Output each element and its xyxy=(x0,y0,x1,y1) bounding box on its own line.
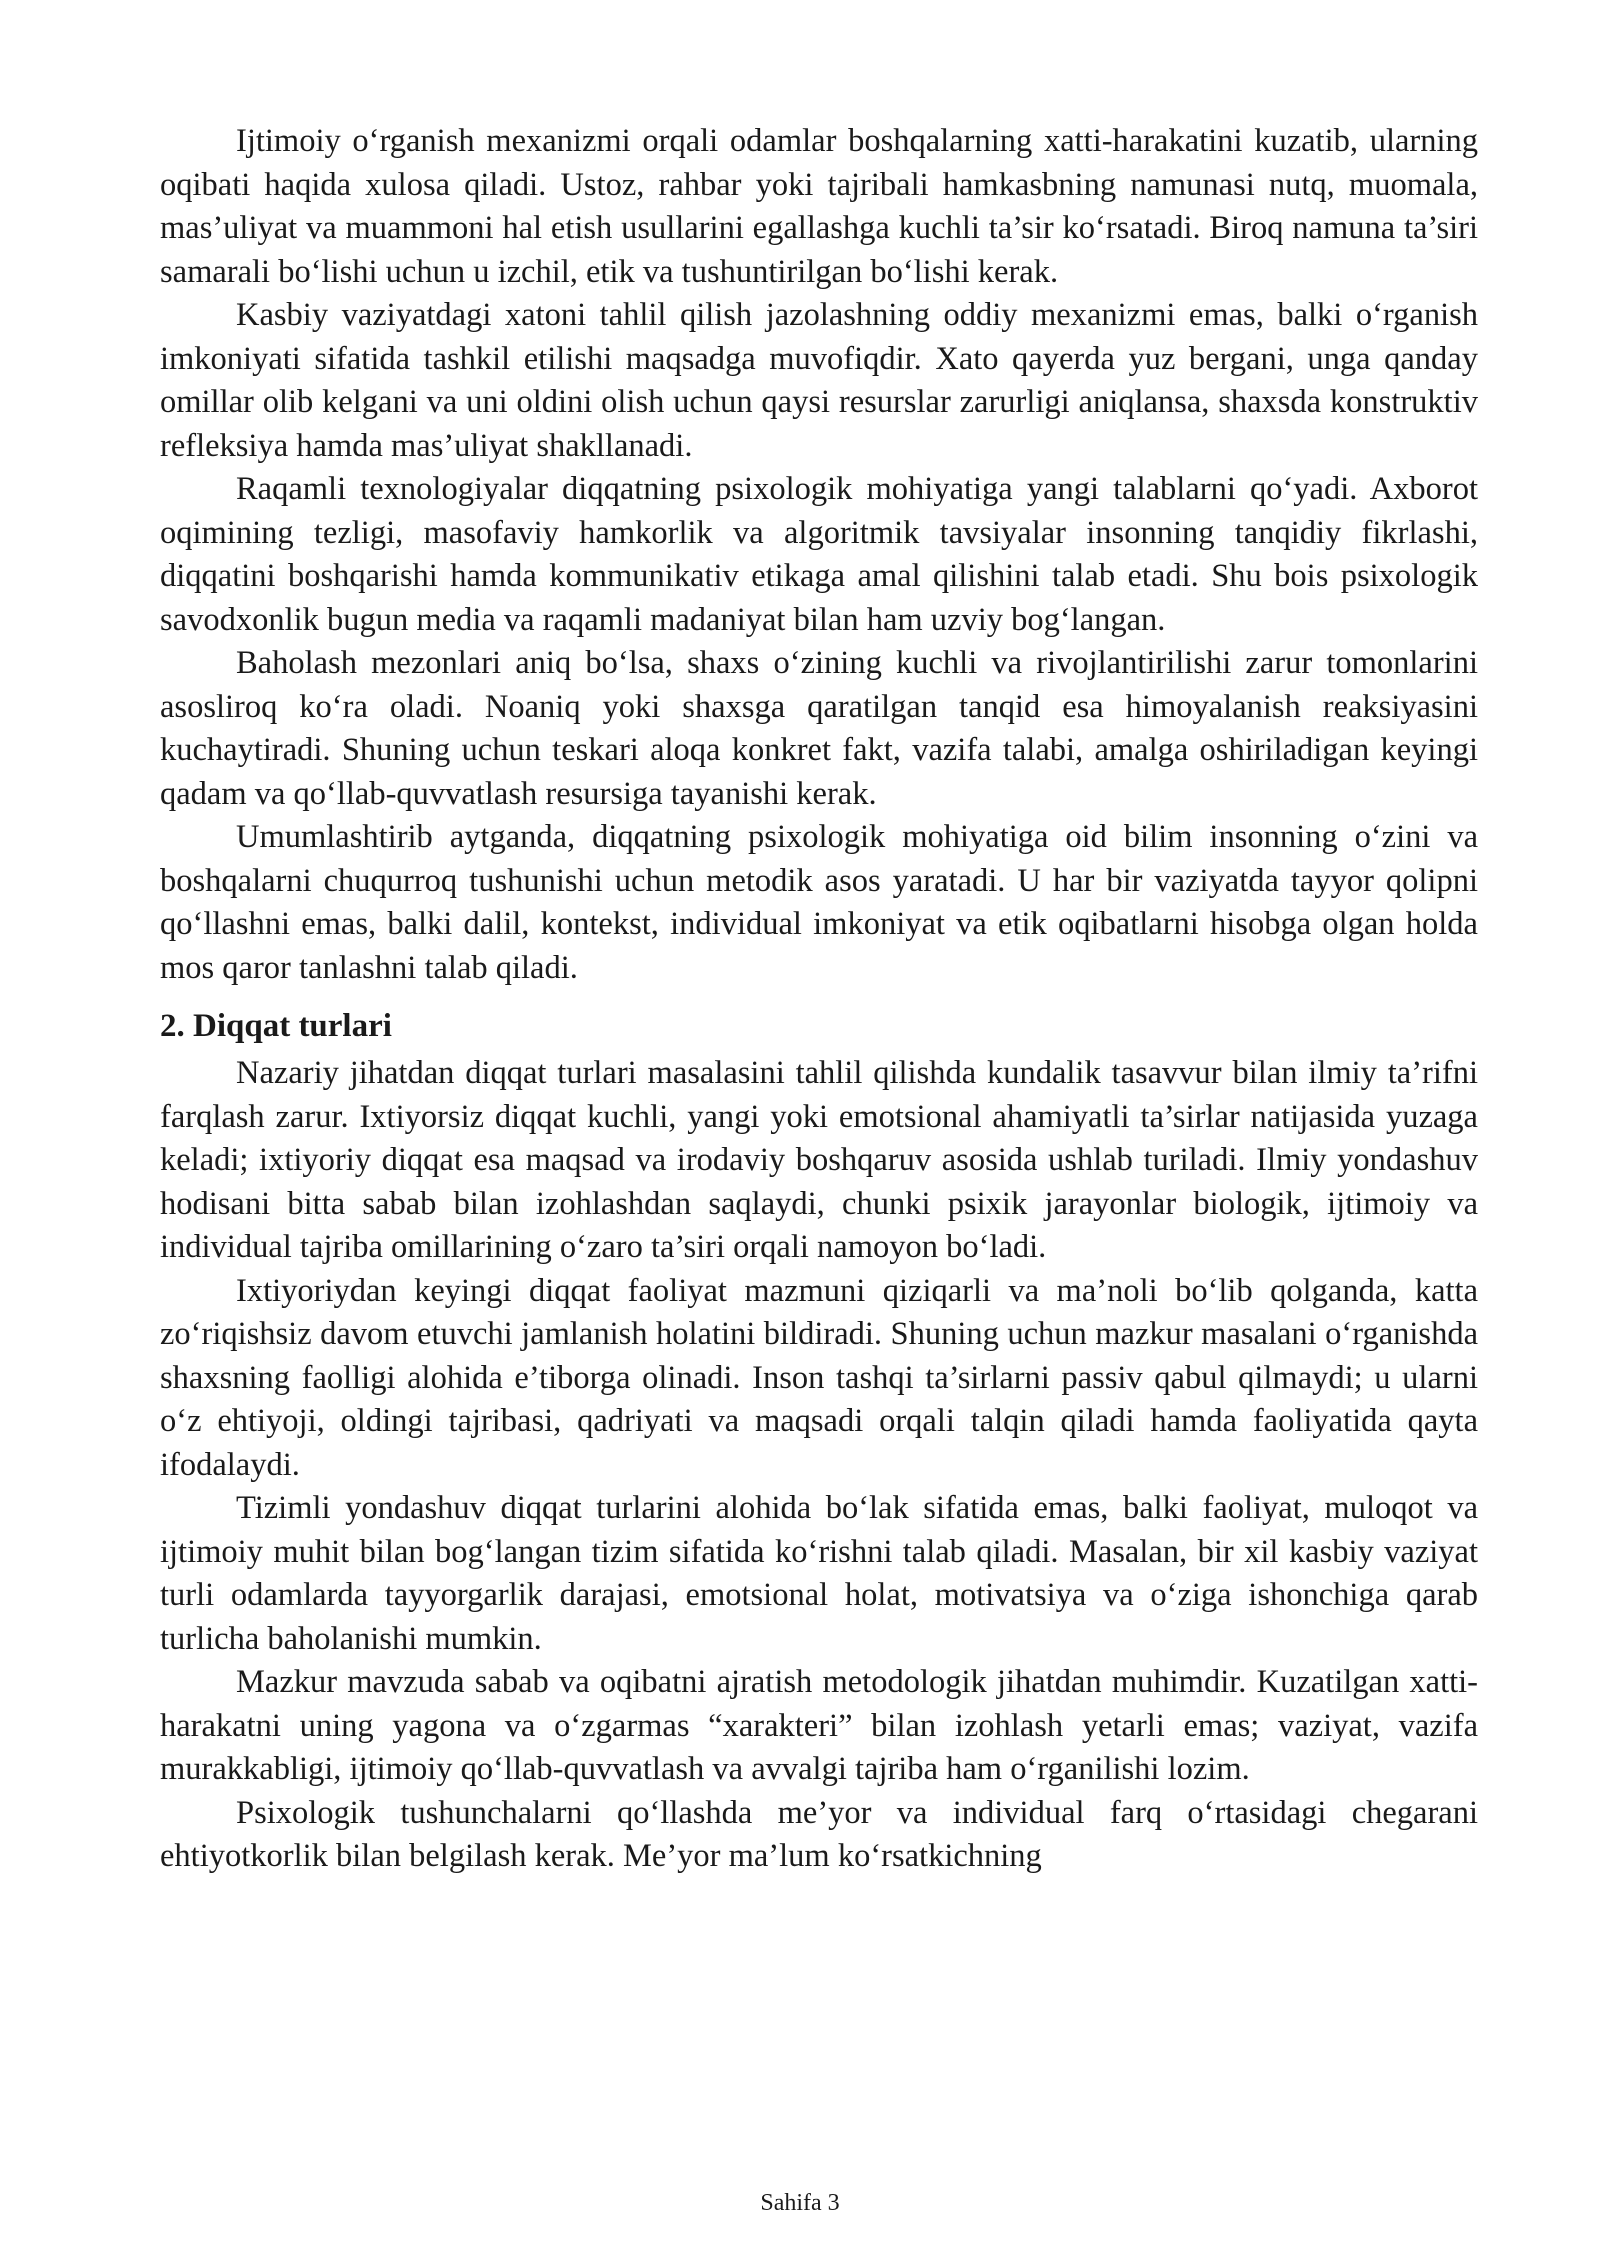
paragraph-social-learning: Ijtimoiy o‘rganish mexanizmi orqali odamlar boshqalarning xatti-harakatini kuzatib, ularning oqibati haqida xulosa qiladi. Ustoz, rahbar yoki tajribali hamkasbning namunasi nutq, muomala, mas’uliyat va muammoni hal etish usullarini egallashga kuchli ta’sir ko‘rsatadi. Biroq namuna ta’siri samarali bo‘lishi uchun u izchil, etik va tushuntirilgan bo‘lishi kerak. xyxy=(160,123,1478,290)
paragraph-norm-and-difference: Psixologik tushunchalarni qo‘llashda me’yor va individual farq o‘rtasidagi chegarani ehtiyotkorlik bilan belgilash kerak. Me’yor ma’lum ko‘rsatkichning xyxy=(160,1794,1478,1874)
paragraph-attention-types-theory: Nazariy jihatdan diqqat turlari masalasini tahlil qilishda kundalik tasavvur bilan ilmiy ta’rifni farqlash zarur. Ixtiyorsiz diqqat kuchli, yangi yoki emotsional ahamiyatli ta’sirlar natijasida yuzaga keladi; ixtiyoriy diqqat esa maqsad va irodaviy boshqaruv asosida ushlab turiladi. Ilmiy yondashuv hodisani bitta sabab bilan izohlashdan saqlaydi, chunki psixik jarayonlar biologik, ijtimoiy va individual tajriba omillarining o‘zaro ta’siri orqali namoyon bo‘ladi. xyxy=(160,1055,1478,1265)
section-heading: 2. Diqqat turlari xyxy=(160,1008,392,1044)
paragraph-systemic-approach: Tizimli yondashuv diqqat turlarini alohida bo‘lak sifatida emas, balki faoliyat, muloqot va ijtimoiy muhit bilan bog‘langan tizim sifatida ko‘rishni talab qiladi. Masalan, bir xil kasbiy vaziyat turli odamlarda tayyorgarlik darajasi, emotsional holat, motivatsiya va o‘ziga ishonchiga qarab turlicha baholanishi mumkin. xyxy=(160,1490,1478,1657)
paragraph-assessment-criteria: Baholash mezonlari aniq bo‘lsa, shaxs o‘zining kuchli va rivojlantirilishi zarur tomonlarini asosliroq ko‘ra oladi. Noaniq yoki shaxsga qaratilgan tanqid esa himoyalanish reaksiyasini kuchaytiradi. Shuning uchun teskari aloqa konkret fakt, vazifa talabi, amalga oshiriladigan keyingi qadam va qo‘llab-quvvatlash resursiga tayanishi kerak. xyxy=(160,645,1478,812)
paragraph-summary: Umumlashtirib aytganda, diqqatning psixologik mohiyatiga oid bilim insonning o‘zini va boshqalarni chuqurroq tushunishi uchun metodik asos yaratadi. U har bir vaziyatda tayyor qolipni qo‘llashni emas, balki dalil, kontekst, individual imkoniyat va etik oqibatlarni hisobga olgan holda mos qaror tanlashni talab qiladi. xyxy=(160,819,1478,986)
paragraph-post-voluntary-attention: Ixtiyoriydan keyingi diqqat faoliyat mazmuni qiziqarli va ma’noli bo‘lib qolganda, katta zo‘riqishsiz davom etuvchi jamlanish holatini bildiradi. Shuning uchun mazkur masalani o‘rganishda shaxsning faolligi alohida e’tiborga olinadi. Inson tashqi ta’sirlarni passiv qabul qilmaydi; u ularni o‘z ehtiyoji, oldingi tajribasi, qadriyati va maqsadi orqali talqin qiladi hamda faoliyatida qayta ifodalaydi. xyxy=(160,1272,1478,1483)
page-number: Sahifa 3 xyxy=(760,2190,840,2216)
paragraph-digital-technologies: Raqamli texnologiyalar diqqatning psixologik mohiyatiga yangi talablarni qo‘yadi. Axborot oqimining tezligi, masofaviy hamkorlik va algoritmik tavsiyalar insonning tanqidiy fikrlashi, diqqatini boshqarishi hamda kommunikativ etikaga amal qilishini talab etadi. Shu bois psixologik savodxonlik bugun media va raqamli madaniyat bilan ham uzviy bog‘langan. xyxy=(160,471,1478,638)
paragraph-error-analysis: Kasbiy vaziyatdagi xatoni tahlil qilish jazolashning oddiy mexanizmi emas, balki o‘rganish imkoniyati sifatida tashkil etilishi maqsadga muvofiqdir. Xato qayerda yuz bergani, unga qanday omillar olib kelgani va uni oldini olish uchun qaysi resurslar zarurligi aniqlansa, shaxsda konstruktiv refleksiya hamda mas’uliyat shakllanadi. xyxy=(160,297,1478,464)
paragraph-cause-and-effect: Mazkur mavzuda sabab va oqibatni ajratish metodologik jihatdan muhimdir. Kuzatilgan xatti-harakatni uning yagona va o‘zgarmas “xarakteri” bilan izohlash yetarli emas; vaziyat, vazifa murakkabligi, ijtimoiy qo‘llab-quvvatlash va avvalgi tajriba ham o‘rganilishi lozim. xyxy=(160,1664,1478,1787)
page-body xyxy=(160,120,1478,1879)
